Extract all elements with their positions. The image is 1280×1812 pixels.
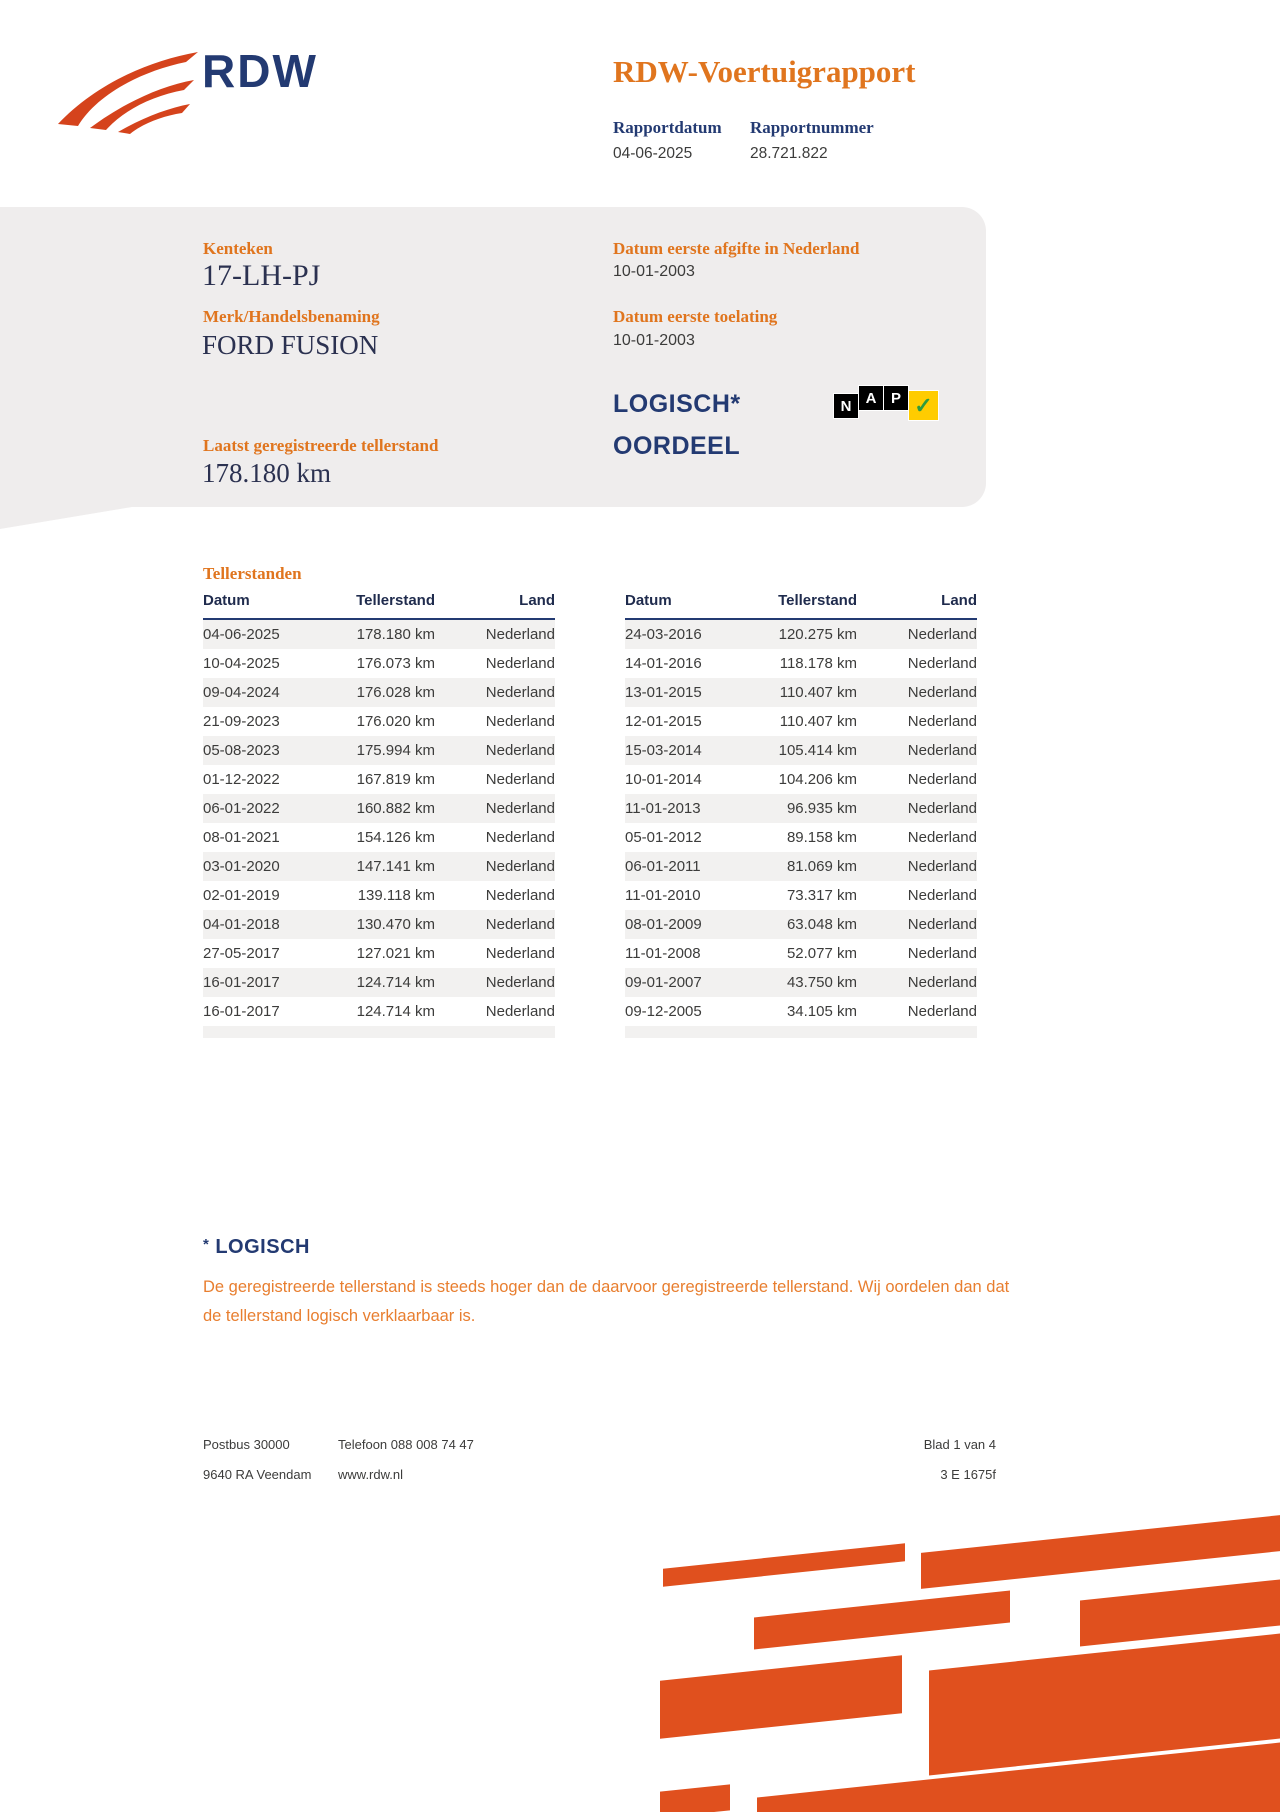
cell-tellerstand: 154.126 km [356,829,435,846]
table-row [203,765,555,794]
cell-land: Nederland [435,736,555,765]
cell-land: Nederland [907,829,977,846]
vehicle-summary-panel [0,207,986,507]
cell-tellerstand: 139.118 km [357,887,435,904]
cell-land: Nederland [485,771,555,788]
table-row [203,619,555,649]
table-row [625,707,977,736]
cell-tellerstand: 176.020 km [356,713,435,730]
table-row [203,736,555,765]
table-row [203,910,555,939]
cell-datum: 05-01-2012 [625,829,702,846]
table-row [203,649,555,678]
cell-land: Nederland [435,968,555,997]
stripe [660,1655,902,1738]
table-row [203,823,555,852]
cell-land: Nederland [857,910,977,939]
eerste-toelating-value: 10-01-2003 [613,332,695,349]
cell-datum: 16-01-2017 [203,1003,280,1020]
table-row [625,881,977,910]
nap-letter-p: P [883,385,909,411]
cell-tellerstand: 176.028 km [335,678,435,707]
cell-datum: 05-08-2023 [203,736,335,765]
cell-land: Nederland [857,794,977,823]
report-number-value: 28.721.822 [750,145,828,162]
kenteken-label: Kenteken [203,239,273,258]
logisch-body: De geregistreerde tellerstand is steeds hoger dan de daarvoor geregistreerde tellerstand. Wij oordelen dan dat de tellerstand logisch verklaarbaar is. [203,1278,1010,1325]
cell-datum: 08-01-2021 [203,829,280,846]
cell-land: Nederland [485,887,555,904]
tellerstand-label: Laatst geregistreerde tellerstand [203,436,439,455]
cell-datum: 24-03-2016 [625,619,757,649]
table-row [625,823,977,852]
nap-checkmark-icon: ✓ [908,390,939,421]
cell-land: Nederland [907,887,977,904]
cell-land: Nederland [907,771,977,788]
table-row [203,881,555,910]
report-date-value: 04-06-2025 [613,145,693,162]
cell-tellerstand: 160.882 km [335,794,435,823]
stripe [660,1784,730,1812]
table-row [203,968,555,997]
rdw-wordmark: RDW [202,45,318,97]
odometer-table-right [625,592,977,1038]
eerste-toelating-label: Datum eerste toelating [613,307,778,326]
cell-datum: 04-06-2025 [203,619,335,649]
report-number-label: Rapportnummer [750,118,874,137]
cell-land: Nederland [435,852,555,881]
table-row [625,968,977,997]
cell-tellerstand: 127.021 km [356,945,435,962]
cell-tellerstand: 104.206 km [778,771,857,788]
cell-datum: 10-01-2014 [625,771,702,788]
cell-tellerstand: 81.069 km [757,852,857,881]
footer-page-number: Blad 1 van 4 [923,1437,996,1452]
eerste-afgifte-value: 10-01-2003 [613,263,695,280]
cell-tellerstand: 63.048 km [757,910,857,939]
cell-tellerstand: 73.317 km [786,887,857,904]
table-row [625,765,977,794]
cell-land: Nederland [485,655,555,672]
cell-datum: 09-12-2005 [625,1003,702,1020]
logisch-title-text: LOGISCH [215,1236,310,1258]
cell-tellerstand: 110.407 km [779,713,857,730]
table-row [203,794,555,823]
table-row [625,678,977,707]
cell-datum: 14-01-2016 [625,655,702,672]
cell-datum: 09-01-2007 [625,968,757,997]
table-tail-stripe [203,1026,555,1038]
oordeel-text [613,383,741,467]
cell-land: Nederland [485,945,555,962]
cell-datum: 08-01-2009 [625,910,757,939]
logisch-explanation [203,1236,1023,1331]
rdw-logo-icon [52,46,202,136]
table-row [625,794,977,823]
odometer-table-left [203,592,555,1038]
col-header-datum: Datum [625,592,757,619]
cell-land: Nederland [857,852,977,881]
cell-datum: 10-04-2025 [203,655,280,672]
cell-land: Nederland [435,794,555,823]
oordeel-line1: LOGISCH* [613,390,741,418]
cell-tellerstand: 124.714 km [335,968,435,997]
table-row [203,939,555,968]
cell-tellerstand: 118.178 km [779,655,857,672]
nap-letter-n: N [833,393,859,419]
cell-datum: 21-09-2023 [203,713,280,730]
page-title: RDW-Voertuigrapport [613,54,916,89]
cell-datum: 01-12-2022 [203,771,280,788]
table-row [203,997,555,1026]
cell-tellerstand: 178.180 km [335,619,435,649]
eerste-afgifte-label: Datum eerste afgifte in Nederland [613,239,860,258]
footer-website: www.rdw.nl [338,1467,404,1482]
table-row [625,852,977,881]
footer-phone: Telefoon 088 008 74 47 [338,1437,474,1452]
cell-tellerstand: 34.105 km [786,1003,857,1020]
table-row [625,736,977,765]
cell-land: Nederland [485,713,555,730]
cell-tellerstand: 176.073 km [356,655,435,672]
cell-datum: 04-01-2018 [203,910,335,939]
table-row [203,852,555,881]
oordeel-line2: OORDEEL [613,432,741,460]
report-date-label: Rapportdatum [613,118,722,137]
table-row [625,910,977,939]
cell-tellerstand: 89.158 km [786,829,857,846]
cell-tellerstand: 96.935 km [757,794,857,823]
cell-tellerstand: 124.714 km [356,1003,435,1020]
cell-land: Nederland [485,1003,555,1020]
cell-land: Nederland [857,736,977,765]
cell-tellerstand: 110.407 km [757,678,857,707]
cell-land: Nederland [435,678,555,707]
merk-value: FORD FUSION [202,330,379,360]
table-header-row [625,592,977,619]
table-header-row [203,592,555,619]
table-row [203,678,555,707]
cell-datum: 11-01-2008 [625,945,701,962]
cell-tellerstand: 43.750 km [757,968,857,997]
cell-datum: 13-01-2015 [625,678,757,707]
cell-land: Nederland [435,910,555,939]
cell-datum: 06-01-2011 [625,852,757,881]
cell-tellerstand: 52.077 km [786,945,857,962]
report-date-block [613,118,722,163]
tellerstand-value: 178.180 km [202,458,332,488]
footer-form-code: 3 E 1675f [940,1467,996,1482]
table-row [625,619,977,649]
logisch-asterisk: * [203,1236,210,1253]
table-row [625,649,977,678]
cell-tellerstand: 167.819 km [356,771,435,788]
cell-tellerstand: 105.414 km [757,736,857,765]
cell-land: Nederland [485,829,555,846]
report-number-block [750,118,874,163]
cell-datum: 12-01-2015 [625,713,702,730]
cell-datum: 02-01-2019 [203,887,280,904]
cell-datum: 11-01-2013 [625,794,757,823]
cell-datum: 06-01-2022 [203,794,335,823]
nap-letter-a: A [858,385,884,411]
nap-logo [833,383,943,429]
col-header-datum: Datum [203,592,335,619]
cell-tellerstand: 147.141 km [335,852,435,881]
cell-land: Nederland [857,678,977,707]
cell-datum: 15-03-2014 [625,736,757,765]
col-header-tellerstand: Tellerstand [757,592,857,619]
merk-label: Merk/Handelsbenaming [203,307,380,326]
cell-land: Nederland [907,655,977,672]
col-header-land: Land [857,592,977,619]
footer-postbus: Postbus 30000 [203,1437,290,1452]
cell-datum: 16-01-2017 [203,968,335,997]
table-row [625,997,977,1026]
table-row [203,707,555,736]
cell-land: Nederland [907,945,977,962]
cell-land: Nederland [857,619,977,649]
cell-land: Nederland [435,619,555,649]
cell-tellerstand: 175.994 km [335,736,435,765]
cell-land: Nederland [907,1003,977,1020]
cell-tellerstand: 130.470 km [335,910,435,939]
logisch-title [203,1236,1023,1259]
col-header-tellerstand: Tellerstand [335,592,435,619]
cell-land: Nederland [907,713,977,730]
stripe [663,1543,905,1586]
cell-datum: 27-05-2017 [203,945,280,962]
cell-datum: 03-01-2020 [203,852,335,881]
table-tail-stripe [625,1026,977,1038]
stripe [754,1591,1010,1650]
tellerstanden-heading: Tellerstanden [203,564,302,583]
footer-city: 9640 RA Veendam [203,1467,312,1482]
cell-land: Nederland [857,968,977,997]
cell-datum: 11-01-2010 [625,887,701,904]
kenteken-value: 17-LH-PJ [202,259,321,292]
cell-tellerstand: 120.275 km [757,619,857,649]
cell-datum: 09-04-2024 [203,678,335,707]
stripe [921,1515,1280,1589]
col-header-land: Land [435,592,555,619]
table-row [625,939,977,968]
